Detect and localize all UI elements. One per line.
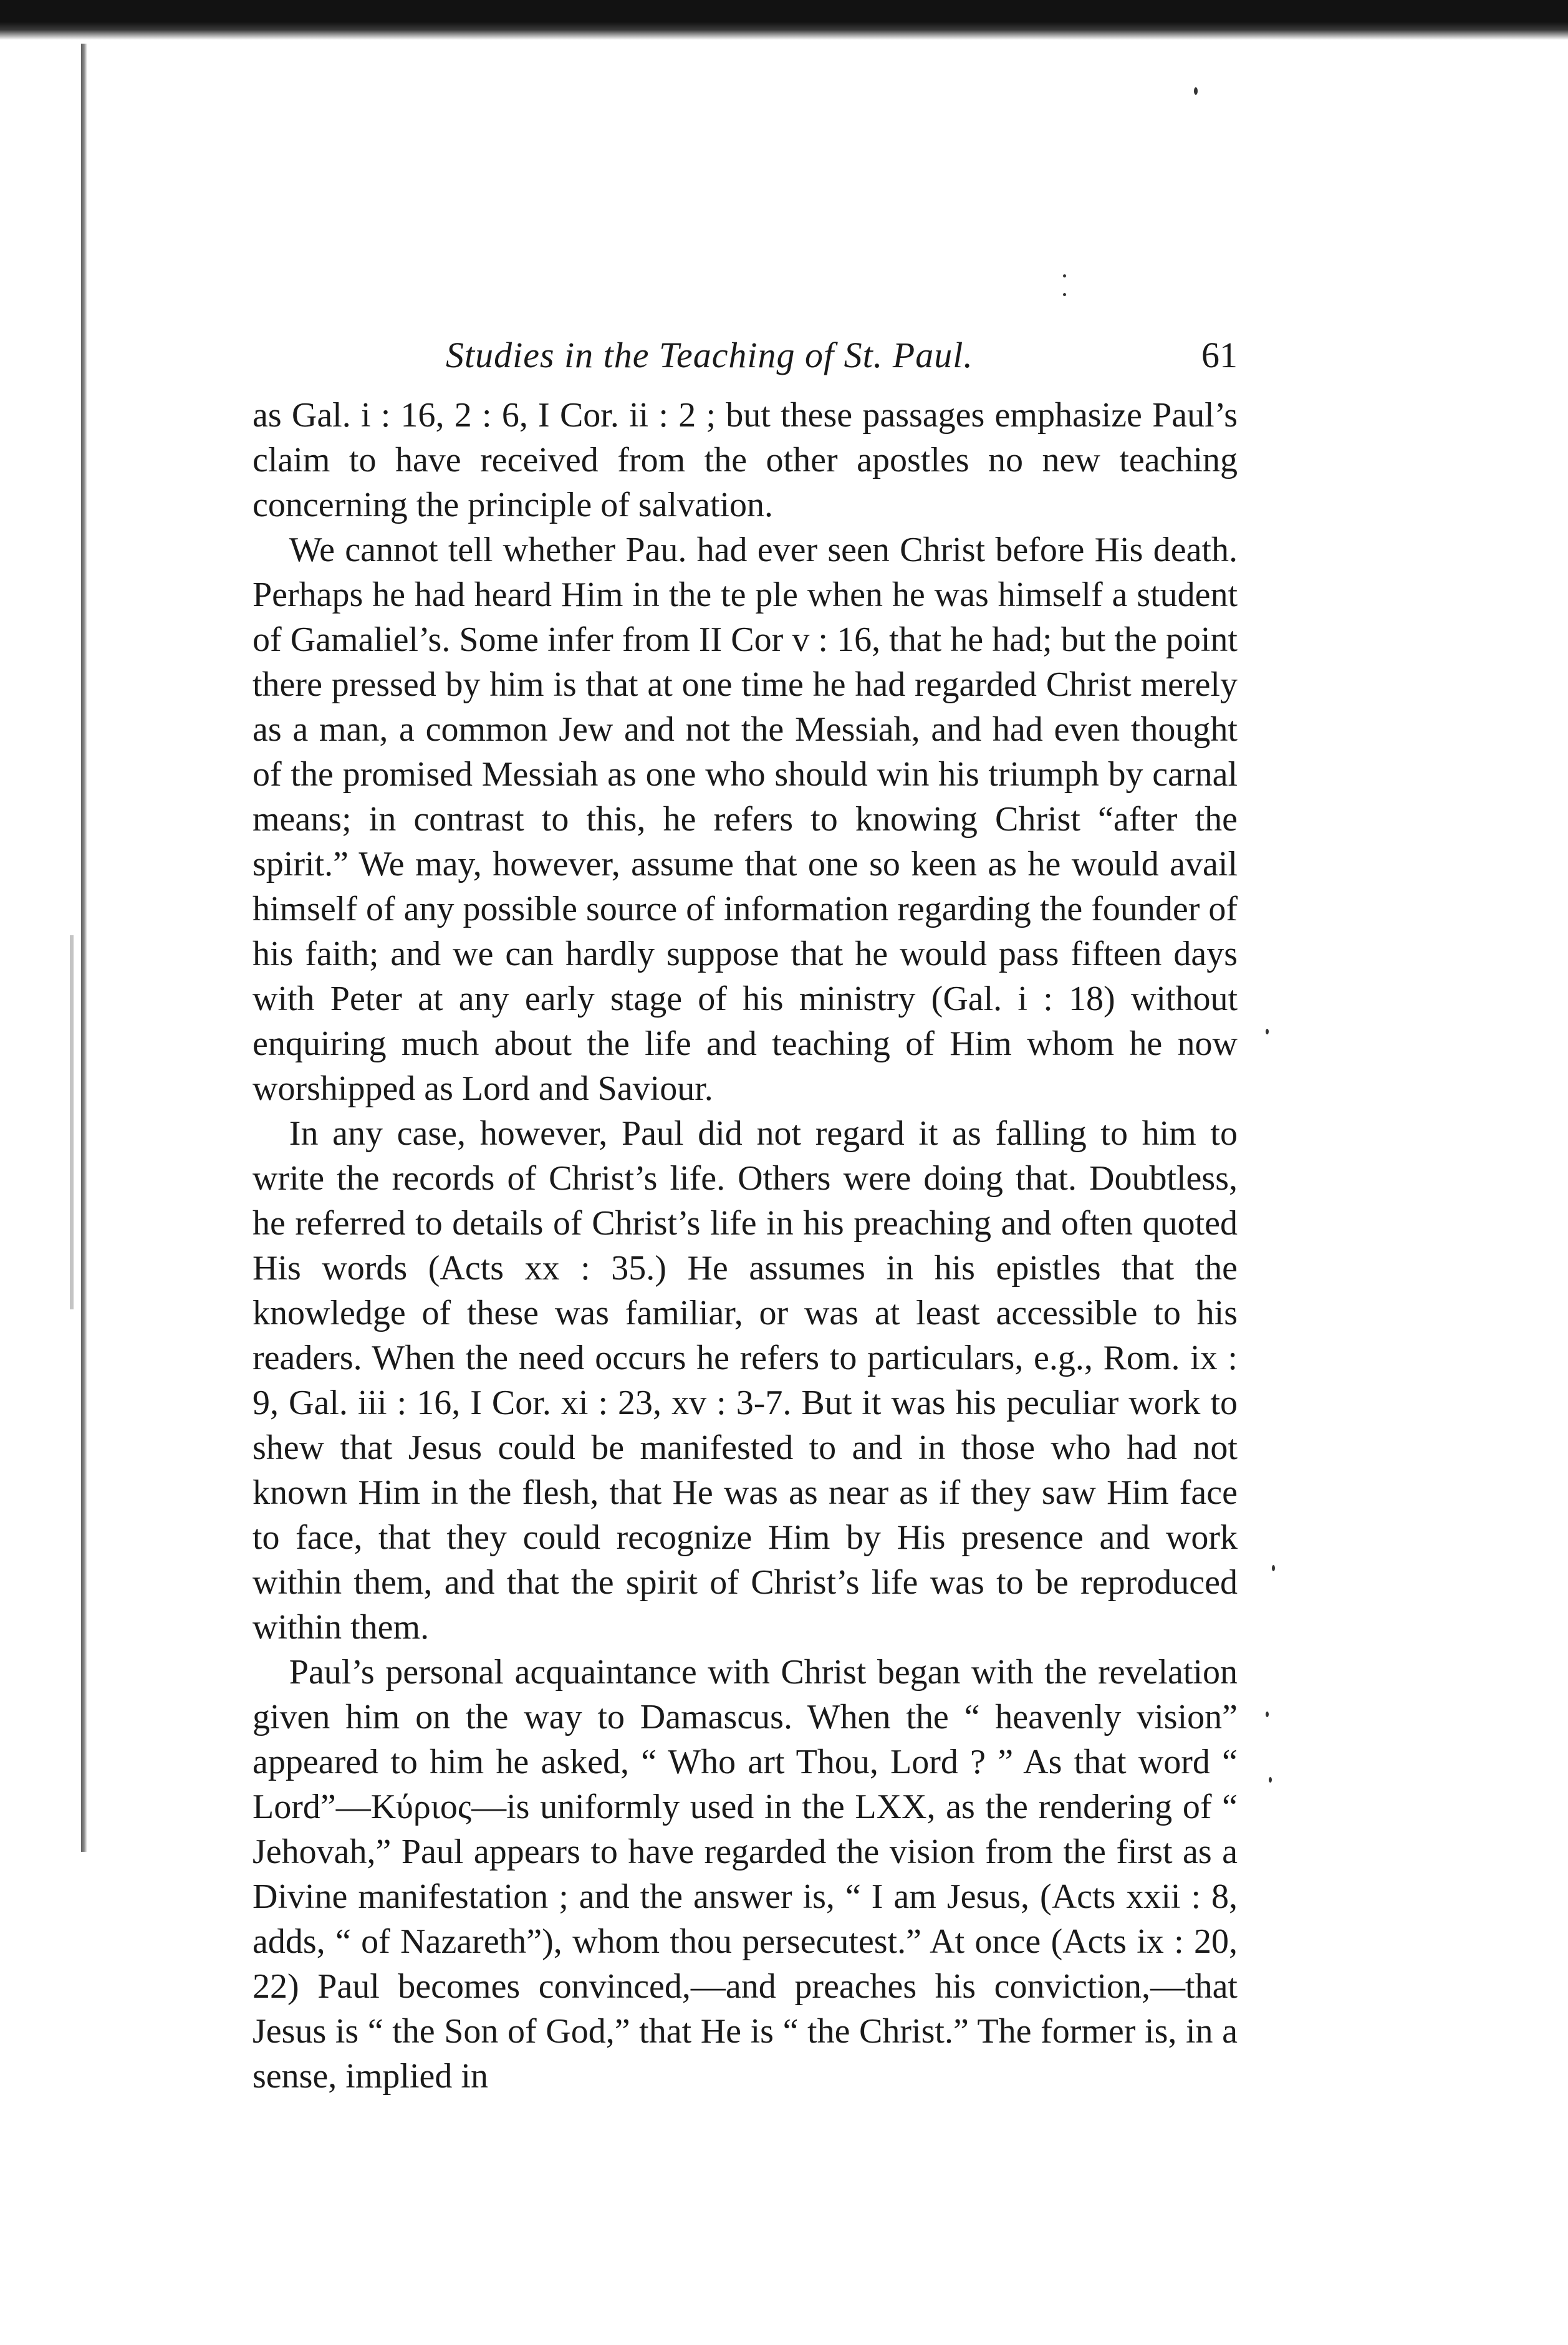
scan-speck	[1063, 293, 1066, 296]
scan-speck	[1194, 87, 1198, 95]
scan-speck	[1272, 1565, 1275, 1571]
scan-speck	[1063, 274, 1066, 277]
paragraph: In any case, however, Paul did not regard it as falling to him to write the records of Christ’s life. Others were doing that. Doubtless, he referred to details of Christ’s life in his preaching and often quoted His words (Acts xx : 35.) He assumes in his epistles that the knowledge of these was familiar, or was at least accessible to his readers. When the need occurs he refers to particulars, e.g., Rom. ix : 9, Gal. iii : 16, I Cor. xi : 23, xv : 3-7. But it was his peculiar work to shew that Jesus could be manifested to and in those who had not known Him in the flesh, that He was as near as if they saw Him face to face, that they could recognize Him by His presence and work within them, and that the spirit of Christ’s life was to be reproduced within them.	[253, 1114, 1238, 1647]
running-title: Studies in the Teaching of St. Paul.	[446, 335, 973, 375]
body-text	[253, 393, 1238, 2099]
scan-top-border	[0, 0, 1568, 40]
scan-binding-edge	[81, 44, 87, 1852]
scan-speck	[1269, 1777, 1272, 1783]
scan-speck	[1266, 1029, 1269, 1034]
paragraph-continuation: as Gal. i : 16, 2 : 6, I Cor. ii : 2 ; but these passages emphasize Paul’s claim to have received from the other apostles no new teaching concerning the principle of salvation.	[253, 396, 1238, 524]
paragraph: We cannot tell whether Pau. had ever seen Christ before His death. Perhaps he had heard Him in the te ple when he was himself a student of Gamaliel’s. Some infer from II Cor v : 16, that he had; but the point there pressed by him is that at one time he had regarded Christ merely as a man, a common Jew and not the Messiah, and had even thought of the promised Messiah as one who should win his triumph by carnal means; in contrast to this, he refers to knowing Christ “after the spirit.” We may, however, assume that one so keen as he would avail himself of any possible source of information regarding the founder of his faith; and we can hardly suppose that he would pass fifteen days with Peter at any early stage of his ministry (Gal. i : 18) without enquiring much about the life and teaching of Him whom he now worshipped as Lord and Saviour.	[253, 531, 1238, 1108]
paragraph: Paul’s personal acquaintance with Christ began with the revelation given him on the way to Damascus. When the “ heavenly vision” appeared to him he asked, “ Who art Thou, Lord ? ” As that word “ Lord”—Κύριος—is uniformly used in the LXX, as the rendering of “ Jehovah,” Paul appears to have regarded the vision from the first as a Divine manifestation ; and the answer is, “ I am Jesus, (Acts xxii : 8, adds, “ of Nazareth”), whom thou persecutest.” At once (Acts ix : 20, 22) Paul becomes convinced,—and preaches his conviction,—that Jesus is “ the Son of God,” that He is “ the Christ.” The former is, in a sense, implied in	[253, 1653, 1238, 2096]
page-number: 61	[1201, 335, 1238, 375]
running-head	[253, 324, 1238, 387]
book-page	[253, 324, 1238, 2099]
scan-speck	[1266, 1712, 1269, 1717]
scan-binding-shadow	[70, 935, 74, 1309]
